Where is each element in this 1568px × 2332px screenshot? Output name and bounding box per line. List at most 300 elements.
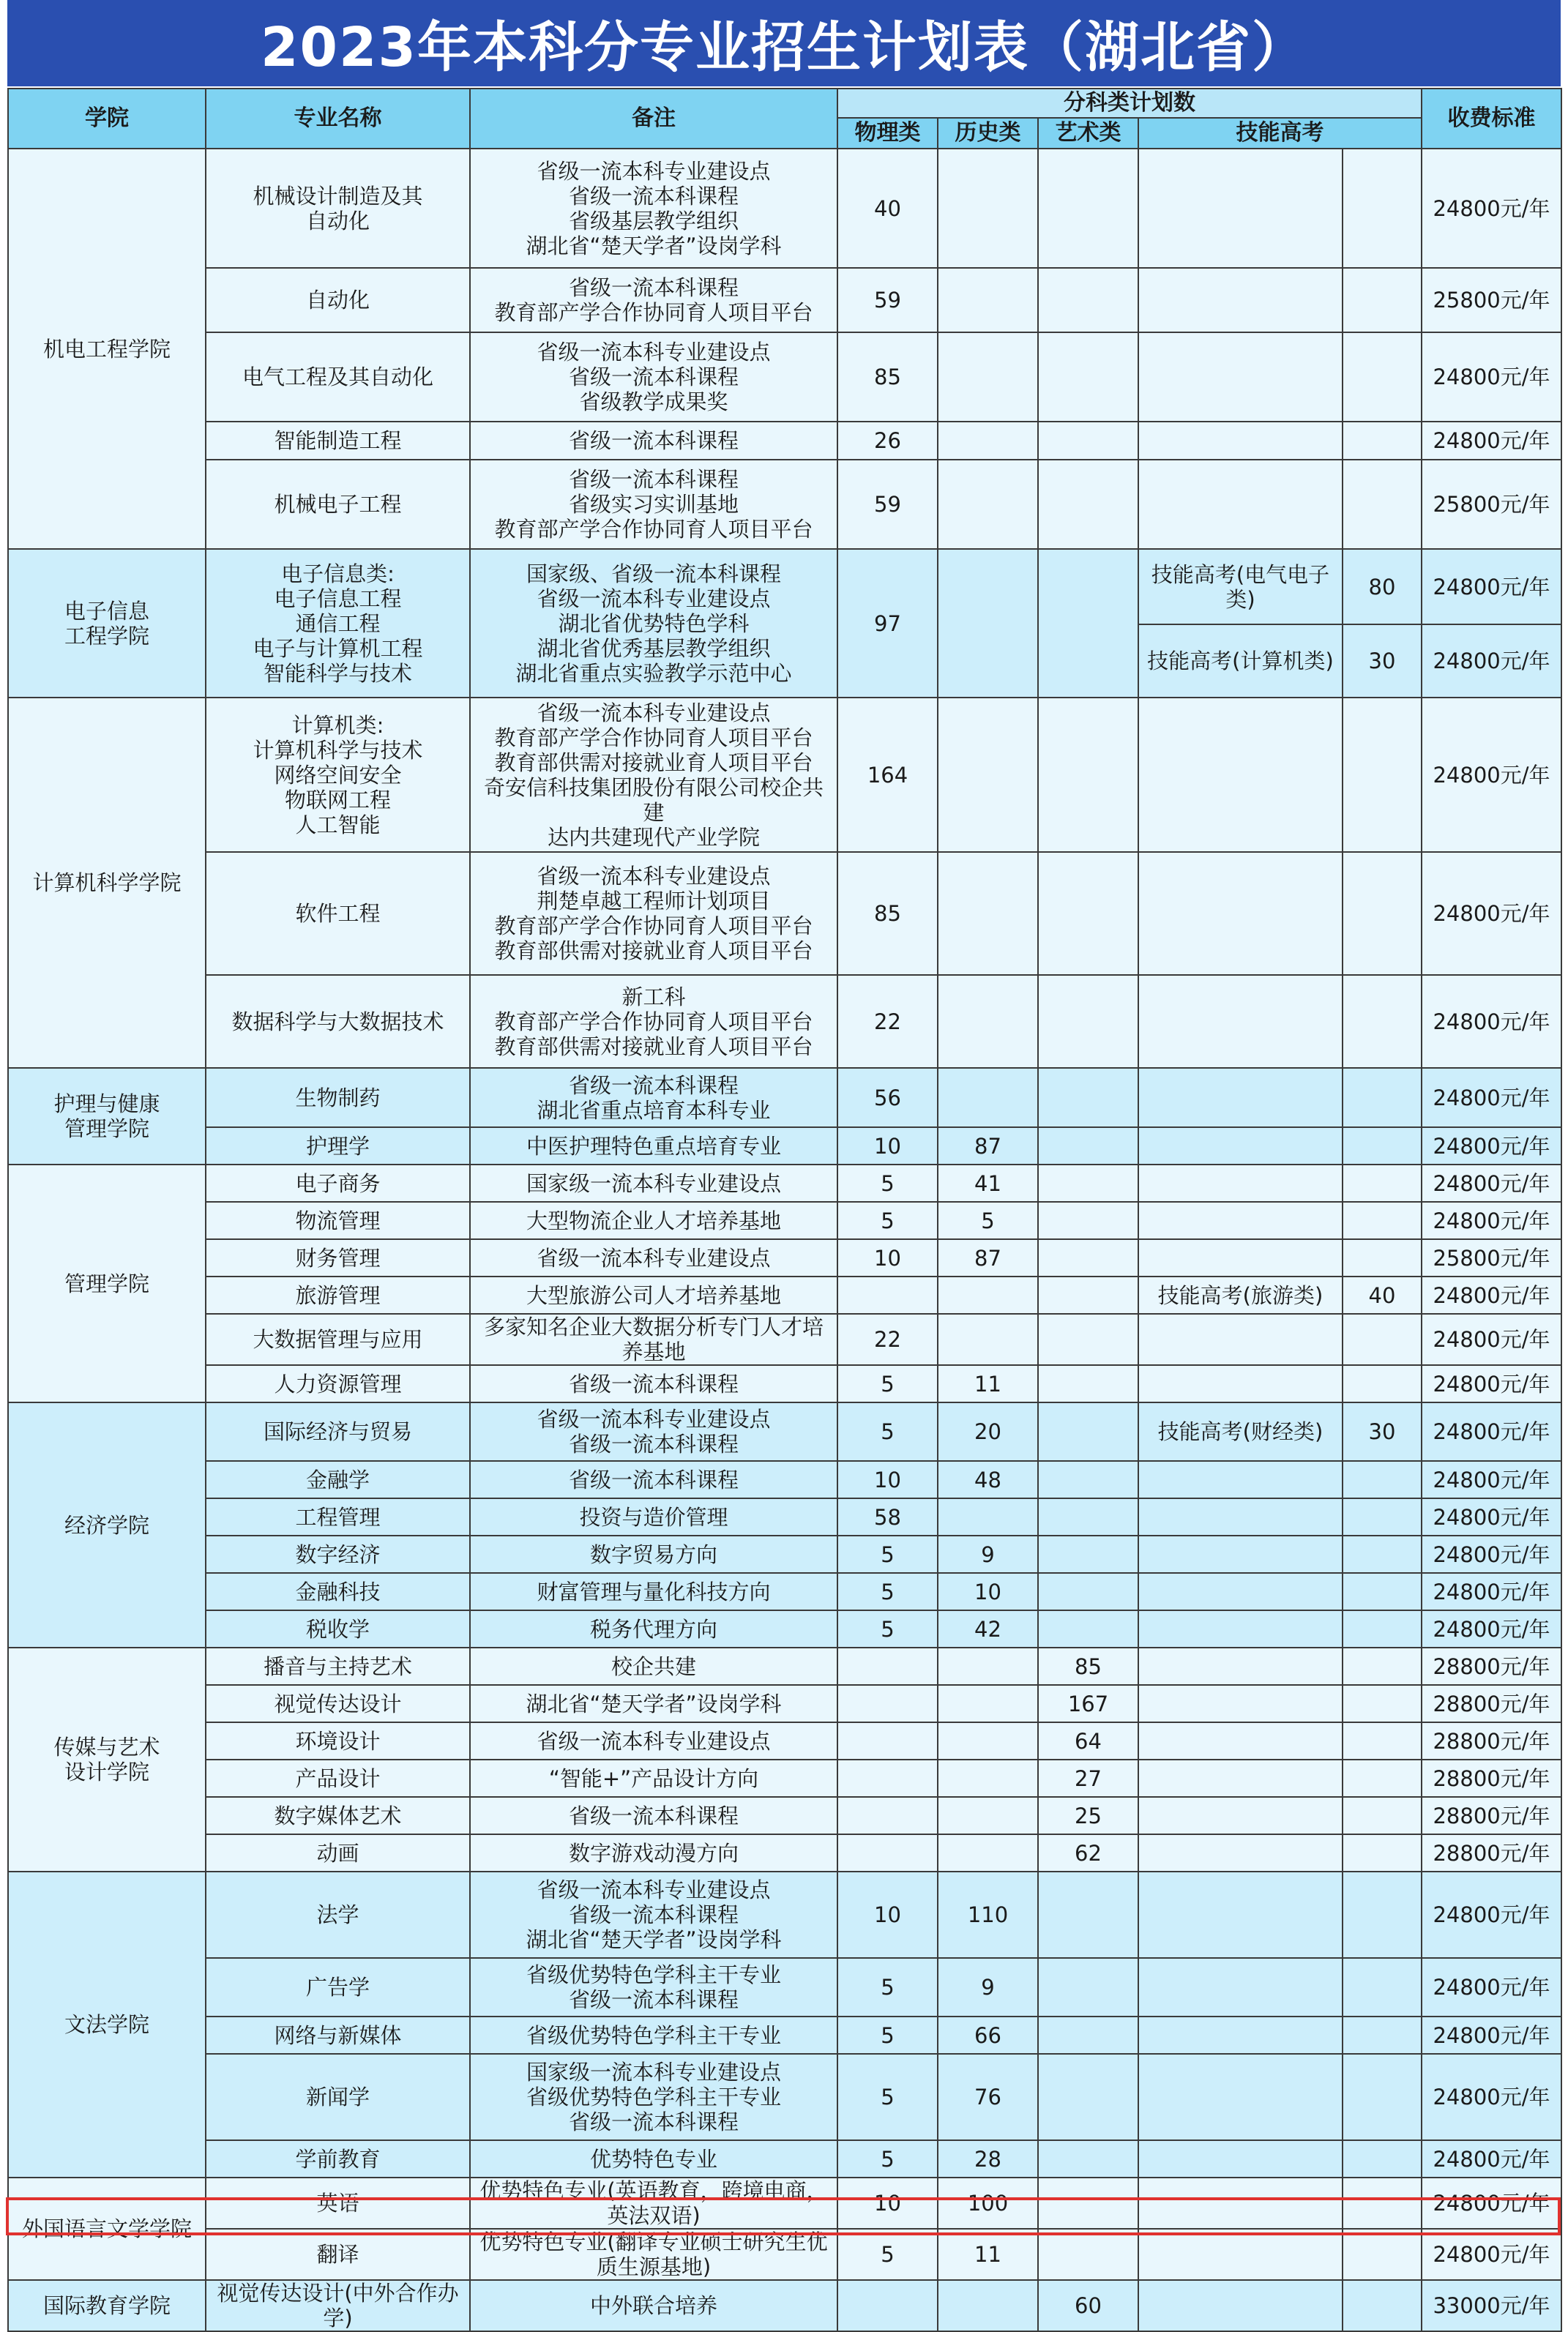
- fee-cell: 24800元/年: [1422, 422, 1561, 460]
- vocational-type: 技能高考(旅游类): [1138, 1277, 1343, 1314]
- notes-cell: 省级一流本科课程 湖北省重点培育本科专业: [470, 1068, 837, 1127]
- table-row: [8, 549, 1561, 624]
- fee-cell: 24800元/年: [1422, 1461, 1561, 1498]
- art-count: [1038, 1239, 1138, 1277]
- table-row: [8, 1127, 1561, 1165]
- header-fee: 收费标准: [1422, 89, 1561, 149]
- vocational-count: 40: [1343, 1277, 1422, 1314]
- header-plan-group: 分科类计划数: [837, 89, 1422, 118]
- notes-cell: 税务代理方向: [470, 1610, 837, 1648]
- vocational-type: [1138, 1536, 1343, 1573]
- notes-cell: 省级优势特色学科主干专业 省级一流本科课程: [470, 1958, 837, 2017]
- history-count: [938, 268, 1038, 332]
- notes-cell: 优势特色专业(英语教育，跨境电商，英法双语): [470, 2178, 837, 2229]
- vocational-count: [1343, 1648, 1422, 1685]
- major-cell: 产品设计: [206, 1760, 470, 1797]
- physics-count: [837, 1760, 938, 1797]
- fee-cell: 24800元/年: [1422, 1314, 1561, 1365]
- notes-cell: 国家级一流本科专业建设点 省级优势特色学科主干专业 省级一流本科课程: [470, 2054, 837, 2140]
- college-cell: 计算机科学学院: [8, 698, 206, 1068]
- notes-cell: 数字游戏动漫方向: [470, 1834, 837, 1872]
- table-row: [8, 1202, 1561, 1239]
- table-row: [8, 1834, 1561, 1872]
- fee-cell: 28800元/年: [1422, 1685, 1561, 1722]
- physics-count: 58: [837, 1498, 938, 1536]
- table-row: [8, 2280, 1561, 2331]
- vocational-type: [1138, 422, 1343, 460]
- art-count: [1038, 1610, 1138, 1648]
- fee-cell: 24800元/年: [1422, 1610, 1561, 1648]
- notes-cell: 省级一流本科课程: [470, 1365, 837, 1402]
- fee-cell: 24800元/年: [1422, 2229, 1561, 2280]
- header-major: 专业名称: [206, 89, 470, 149]
- table-row: [8, 1239, 1561, 1277]
- vocational-type: [1138, 2229, 1343, 2280]
- table-row: [8, 332, 1561, 422]
- vocational-count: [1343, 1365, 1422, 1402]
- college-cell: 经济学院: [8, 1402, 206, 1648]
- fee-cell: 24800元/年: [1422, 2017, 1561, 2054]
- vocational-count: [1343, 1461, 1422, 1498]
- enrollment-plan-table: [7, 88, 1562, 2332]
- major-cell: 翻译: [206, 2229, 470, 2280]
- vocational-type: [1138, 1958, 1343, 2017]
- notes-cell: 大型旅游公司人才培养基地: [470, 1277, 837, 1314]
- notes-cell: 投资与造价管理: [470, 1498, 837, 1536]
- art-count: [1038, 2140, 1138, 2178]
- art-count: 60: [1038, 2280, 1138, 2331]
- physics-count: 10: [837, 1127, 938, 1165]
- table-row: [8, 1685, 1561, 1722]
- vocational-type: [1138, 2017, 1343, 2054]
- fee-cell: 24800元/年: [1422, 624, 1561, 698]
- history-count: [938, 1834, 1038, 1872]
- vocational-type: [1138, 698, 1343, 852]
- physics-count: 5: [837, 1165, 938, 1202]
- vocational-count: [1343, 1127, 1422, 1165]
- vocational-type: [1138, 1314, 1343, 1365]
- notes-cell: 国家级一流本科专业建设点: [470, 1165, 837, 1202]
- vocational-count: [1343, 2140, 1422, 2178]
- fee-cell: 24800元/年: [1422, 1277, 1561, 1314]
- major-cell: 物流管理: [206, 1202, 470, 1239]
- history-count: 11: [938, 1365, 1038, 1402]
- table-row: [8, 1068, 1561, 1127]
- college-cell: 外国语言文学学院: [8, 2178, 206, 2280]
- vocational-count: [1343, 1068, 1422, 1127]
- fee-cell: 28800元/年: [1422, 1722, 1561, 1760]
- art-count: [1038, 1202, 1138, 1239]
- table-row: [8, 2017, 1561, 2054]
- physics-count: 10: [837, 1239, 938, 1277]
- fee-cell: 24800元/年: [1422, 149, 1561, 268]
- major-cell: 广告学: [206, 1958, 470, 2017]
- vocational-type: 技能高考(财经类): [1138, 1402, 1343, 1461]
- physics-count: 59: [837, 268, 938, 332]
- history-count: [938, 460, 1038, 549]
- art-count: [1038, 2017, 1138, 2054]
- fee-cell: 25800元/年: [1422, 268, 1561, 332]
- vocational-count: [1343, 332, 1422, 422]
- fee-cell: 28800元/年: [1422, 1648, 1561, 1685]
- table-row: [8, 1314, 1561, 1365]
- physics-count: 5: [837, 2229, 938, 2280]
- vocational-count: [1343, 1165, 1422, 1202]
- art-count: 27: [1038, 1760, 1138, 1797]
- vocational-count: [1343, 1498, 1422, 1536]
- vocational-count: [1343, 1202, 1422, 1239]
- vocational-type: [1138, 1461, 1343, 1498]
- art-count: [1038, 1573, 1138, 1610]
- major-cell: 软件工程: [206, 852, 470, 975]
- table-row: [8, 422, 1561, 460]
- physics-count: 56: [837, 1068, 938, 1127]
- physics-count: [837, 1277, 938, 1314]
- vocational-count: [1343, 2178, 1422, 2229]
- notes-cell: 优势特色专业(翻译专业硕士研究生优质生源基地): [470, 2229, 837, 2280]
- table-row: [8, 1461, 1561, 1498]
- college-cell: 传媒与艺术 设计学院: [8, 1648, 206, 1872]
- history-count: [938, 1314, 1038, 1365]
- fee-cell: 24800元/年: [1422, 1872, 1561, 1958]
- physics-count: 5: [837, 2017, 938, 2054]
- vocational-type: [1138, 1685, 1343, 1722]
- physics-count: 5: [837, 1573, 938, 1610]
- fee-cell: 24800元/年: [1422, 975, 1561, 1068]
- physics-count: 85: [837, 332, 938, 422]
- physics-count: 5: [837, 2054, 938, 2140]
- table-row: [8, 1610, 1561, 1648]
- notes-cell: 省级一流本科专业建设点 荆楚卓越工程师计划项目 教育部产学合作协同育人项目平台 教育部供需对接就业育人项目平台: [470, 852, 837, 975]
- history-count: 20: [938, 1402, 1038, 1461]
- vocational-type: [1138, 1610, 1343, 1648]
- notes-cell: 省级一流本科专业建设点 省级一流本科课程 省级基层教学组织 湖北省“楚天学者”设岗学科: [470, 149, 837, 268]
- notes-cell: 省级一流本科课程: [470, 1461, 837, 1498]
- table-row: [8, 975, 1561, 1068]
- table-row: [8, 1277, 1561, 1314]
- table-row: [8, 268, 1561, 332]
- notes-cell: 中外联合培养: [470, 2280, 837, 2331]
- physics-count: 5: [837, 1958, 938, 2017]
- vocational-type: 技能高考(计算机类): [1138, 624, 1343, 698]
- vocational-count: [1343, 1797, 1422, 1834]
- history-count: [938, 332, 1038, 422]
- vocational-count: [1343, 460, 1422, 549]
- vocational-count: [1343, 1834, 1422, 1872]
- table-row: [8, 2054, 1561, 2140]
- table-row: [8, 1365, 1561, 1402]
- fee-cell: 28800元/年: [1422, 1797, 1561, 1834]
- notes-cell: 财富管理与量化科技方向: [470, 1573, 837, 1610]
- notes-cell: 新工科 教育部产学合作协同育人项目平台 教育部供需对接就业育人项目平台: [470, 975, 837, 1068]
- notes-cell: 优势特色专业: [470, 2140, 837, 2178]
- vocational-type: [1138, 975, 1343, 1068]
- major-cell: 护理学: [206, 1127, 470, 1165]
- history-count: 76: [938, 2054, 1038, 2140]
- physics-count: [837, 1722, 938, 1760]
- art-count: [1038, 1165, 1138, 1202]
- art-count: 167: [1038, 1685, 1138, 1722]
- major-cell: 人力资源管理: [206, 1365, 470, 1402]
- vocational-type: [1138, 1797, 1343, 1834]
- major-cell: 机械设计制造及其 自动化: [206, 149, 470, 268]
- history-count: 100: [938, 2178, 1038, 2229]
- vocational-count: 80: [1343, 549, 1422, 624]
- table-row: [8, 1165, 1561, 1202]
- notes-cell: 省级一流本科专业建设点: [470, 1239, 837, 1277]
- notes-cell: 省级一流本科专业建设点 教育部产学合作协同育人项目平台 教育部供需对接就业育人项目平台 奇安信科技集团股份有限公司校企共建 达内共建现代产业学院: [470, 698, 837, 852]
- fee-cell: 25800元/年: [1422, 1239, 1561, 1277]
- art-count: [1038, 1068, 1138, 1127]
- vocational-type: [1138, 460, 1343, 549]
- table-row: [8, 1536, 1561, 1573]
- vocational-count: [1343, 1610, 1422, 1648]
- major-cell: 旅游管理: [206, 1277, 470, 1314]
- table-row: [8, 1797, 1561, 1834]
- fee-cell: 24800元/年: [1422, 2054, 1561, 2140]
- vocational-count: [1343, 1314, 1422, 1365]
- major-cell: 数据科学与大数据技术: [206, 975, 470, 1068]
- art-count: [1038, 332, 1138, 422]
- vocational-count: [1343, 698, 1422, 852]
- major-cell: 电子商务: [206, 1165, 470, 1202]
- page-title: 2023年本科分专业招生计划表（湖北省）: [7, 0, 1561, 86]
- vocational-count: [1343, 2017, 1422, 2054]
- art-count: [1038, 2054, 1138, 2140]
- history-count: 11: [938, 2229, 1038, 2280]
- history-count: [938, 422, 1038, 460]
- fee-cell: 24800元/年: [1422, 1365, 1561, 1402]
- history-count: 28: [938, 2140, 1038, 2178]
- table-row: [8, 1958, 1561, 2017]
- fee-cell: 24800元/年: [1422, 1498, 1561, 1536]
- vocational-type: [1138, 1365, 1343, 1402]
- fee-cell: 24800元/年: [1422, 1402, 1561, 1461]
- fee-cell: 24800元/年: [1422, 1202, 1561, 1239]
- notes-cell: 数字贸易方向: [470, 1536, 837, 1573]
- vocational-count: [1343, 1573, 1422, 1610]
- notes-cell: 多家知名企业大数据分析专门人才培养基地: [470, 1314, 837, 1365]
- table-row: [8, 460, 1561, 549]
- major-cell: 法学: [206, 1872, 470, 1958]
- notes-cell: 大型物流企业人才培养基地: [470, 1202, 837, 1239]
- major-cell: 机械电子工程: [206, 460, 470, 549]
- major-cell: 播音与主持艺术: [206, 1648, 470, 1685]
- art-count: [1038, 2229, 1138, 2280]
- art-count: [1038, 1872, 1138, 1958]
- art-count: [1038, 1498, 1138, 1536]
- vocational-count: [1343, 1239, 1422, 1277]
- notes-cell: 中医护理特色重点培育专业: [470, 1127, 837, 1165]
- vocational-count: [1343, 2054, 1422, 2140]
- history-count: [938, 1068, 1038, 1127]
- vocational-count: [1343, 422, 1422, 460]
- vocational-count: [1343, 975, 1422, 1068]
- college-cell: 护理与健康 管理学院: [8, 1068, 206, 1165]
- history-count: [938, 1722, 1038, 1760]
- notes-cell: 省级一流本科课程: [470, 422, 837, 460]
- art-count: [1038, 1536, 1138, 1573]
- major-cell: 电子信息类: 电子信息工程 通信工程 电子与计算机工程 智能科学与技术: [206, 549, 470, 698]
- fee-cell: 33000元/年: [1422, 2280, 1561, 2331]
- vocational-type: [1138, 1872, 1343, 1958]
- vocational-type: [1138, 268, 1343, 332]
- fee-cell: 24800元/年: [1422, 852, 1561, 975]
- fee-cell: 24800元/年: [1422, 698, 1561, 852]
- art-count: [1038, 1402, 1138, 1461]
- header-vocational: 技能高考: [1138, 118, 1422, 149]
- vocational-count: [1343, 1760, 1422, 1797]
- vocational-count: 30: [1343, 1402, 1422, 1461]
- vocational-type: [1138, 1648, 1343, 1685]
- vocational-type: [1138, 2140, 1343, 2178]
- physics-count: 22: [837, 1314, 938, 1365]
- major-cell: 网络与新媒体: [206, 2017, 470, 2054]
- art-count: [1038, 268, 1138, 332]
- physics-count: 40: [837, 149, 938, 268]
- fee-cell: 24800元/年: [1422, 2140, 1561, 2178]
- vocational-count: [1343, 2229, 1422, 2280]
- major-cell: 视觉传达设计(中外合作办学): [206, 2280, 470, 2331]
- physics-count: 10: [837, 1872, 938, 1958]
- fee-cell: 24800元/年: [1422, 332, 1561, 422]
- table-row: [8, 1722, 1561, 1760]
- header-college: 学院: [8, 89, 206, 149]
- table-row: [8, 1498, 1561, 1536]
- art-count: 25: [1038, 1797, 1138, 1834]
- history-count: [938, 1797, 1038, 1834]
- history-count: [938, 149, 1038, 268]
- physics-count: 10: [837, 1461, 938, 1498]
- vocational-count: [1343, 1958, 1422, 2017]
- art-count: [1038, 460, 1138, 549]
- art-count: [1038, 1958, 1138, 2017]
- vocational-type: [1138, 2054, 1343, 2140]
- history-count: [938, 1498, 1038, 1536]
- art-count: [1038, 698, 1138, 852]
- vocational-type: [1138, 1239, 1343, 1277]
- vocational-count: [1343, 1685, 1422, 1722]
- major-cell: 金融科技: [206, 1573, 470, 1610]
- vocational-type: [1138, 1760, 1343, 1797]
- table-row: [8, 698, 1561, 852]
- history-count: 48: [938, 1461, 1038, 1498]
- art-count: [1038, 1127, 1138, 1165]
- art-count: [1038, 1277, 1138, 1314]
- table-row: [8, 2140, 1561, 2178]
- notes-cell: 省级一流本科专业建设点 省级一流本科课程: [470, 1402, 837, 1461]
- fee-cell: 24800元/年: [1422, 1127, 1561, 1165]
- physics-count: 5: [837, 1610, 938, 1648]
- major-cell: 电气工程及其自动化: [206, 332, 470, 422]
- college-cell: 国际教育学院: [8, 2280, 206, 2331]
- physics-count: 164: [837, 698, 938, 852]
- header-history: 历史类: [938, 118, 1038, 149]
- major-cell: 大数据管理与应用: [206, 1314, 470, 1365]
- fee-cell: 24800元/年: [1422, 1536, 1561, 1573]
- fee-cell: 24800元/年: [1422, 1573, 1561, 1610]
- vocational-type: [1138, 1068, 1343, 1127]
- physics-count: [837, 1797, 938, 1834]
- notes-cell: 国家级、省级一流本科课程 省级一流本科专业建设点 湖北省优势特色学科 湖北省优秀基层教学组织 湖北省重点实验教学示范中心: [470, 549, 837, 698]
- physics-count: 22: [837, 975, 938, 1068]
- physics-count: 97: [837, 549, 938, 698]
- header-physics: 物理类: [837, 118, 938, 149]
- notes-cell: 校企共建: [470, 1648, 837, 1685]
- physics-count: [837, 1685, 938, 1722]
- vocational-count: [1343, 268, 1422, 332]
- history-count: [938, 1760, 1038, 1797]
- physics-count: 59: [837, 460, 938, 549]
- vocational-type: 技能高考(电气电子类): [1138, 549, 1343, 624]
- physics-count: [837, 1648, 938, 1685]
- fee-cell: 24800元/年: [1422, 1958, 1561, 2017]
- major-cell: 智能制造工程: [206, 422, 470, 460]
- history-count: 10: [938, 1573, 1038, 1610]
- physics-count: 10: [837, 2178, 938, 2229]
- major-cell: 生物制药: [206, 1068, 470, 1127]
- vocational-count: [1343, 1722, 1422, 1760]
- vocational-count: 30: [1343, 624, 1422, 698]
- vocational-count: [1343, 1872, 1422, 1958]
- vocational-type: [1138, 1165, 1343, 1202]
- table-row: [8, 149, 1561, 268]
- art-count: [1038, 852, 1138, 975]
- history-count: [938, 2280, 1038, 2331]
- history-count: [938, 549, 1038, 698]
- notes-cell: 省级一流本科课程 省级实习实训基地 教育部产学合作协同育人项目平台: [470, 460, 837, 549]
- fee-cell: 28800元/年: [1422, 1834, 1561, 1872]
- major-cell: 计算机类: 计算机科学与技术 网络空间安全 物联网工程 人工智能: [206, 698, 470, 852]
- notes-cell: 省级一流本科专业建设点: [470, 1722, 837, 1760]
- major-cell: 学前教育: [206, 2140, 470, 2178]
- notes-cell: 省级一流本科专业建设点 省级一流本科课程 省级教学成果奖: [470, 332, 837, 422]
- vocational-type: [1138, 1127, 1343, 1165]
- history-count: 41: [938, 1165, 1038, 1202]
- vocational-count: [1343, 1536, 1422, 1573]
- art-count: [1038, 1365, 1138, 1402]
- major-cell: 财务管理: [206, 1239, 470, 1277]
- history-count: 87: [938, 1127, 1038, 1165]
- history-count: 9: [938, 1536, 1038, 1573]
- art-count: [1038, 1461, 1138, 1498]
- table-row: [8, 852, 1561, 975]
- history-count: 5: [938, 1202, 1038, 1239]
- art-count: [1038, 549, 1138, 698]
- physics-count: 5: [837, 1202, 938, 1239]
- vocational-type: [1138, 1573, 1343, 1610]
- history-count: [938, 698, 1038, 852]
- major-cell: 税收学: [206, 1610, 470, 1648]
- art-count: 62: [1038, 1834, 1138, 1872]
- vocational-type: [1138, 852, 1343, 975]
- art-count: [1038, 149, 1138, 268]
- vocational-type: [1138, 1834, 1343, 1872]
- notes-cell: 省级一流本科专业建设点 省级一流本科课程 湖北省“楚天学者”设岗学科: [470, 1872, 837, 1958]
- physics-count: 85: [837, 852, 938, 975]
- art-count: 64: [1038, 1722, 1138, 1760]
- major-cell: 自动化: [206, 268, 470, 332]
- history-count: [938, 975, 1038, 1068]
- history-count: 9: [938, 1958, 1038, 2017]
- notes-cell: 省级优势特色学科主干专业: [470, 2017, 837, 2054]
- history-count: [938, 1277, 1038, 1314]
- physics-count: 26: [837, 422, 938, 460]
- history-count: [938, 852, 1038, 975]
- college-cell: 电子信息 工程学院: [8, 549, 206, 698]
- college-cell: 管理学院: [8, 1165, 206, 1402]
- major-cell: 金融学: [206, 1461, 470, 1498]
